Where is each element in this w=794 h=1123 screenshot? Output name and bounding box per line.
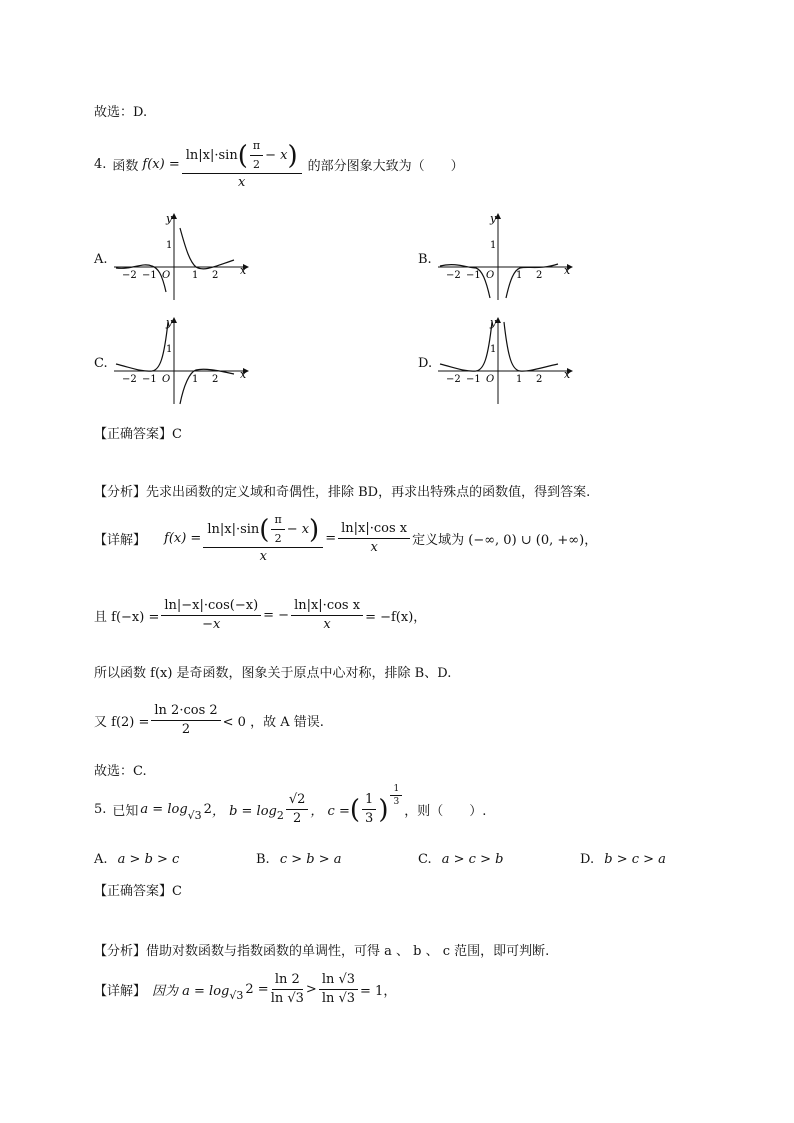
detail2-den2: x (323, 617, 331, 632)
q5-c-num: 1 (362, 792, 376, 810)
detail2-prefix: 且 f(−x) = (94, 610, 160, 625)
detail2-end: = −f(x)， (365, 610, 427, 625)
q4-den: x (238, 175, 246, 190)
q4-option-c-letter: C. (94, 356, 108, 371)
tick-m2: −2 (122, 270, 137, 281)
detail4-prefix: 又 f(2) = (94, 715, 150, 730)
q5-option-a-text: a > b > c (117, 852, 180, 867)
origin: O (162, 270, 171, 281)
detail1-lhs: f(x) = (164, 531, 202, 546)
detail4-den: 2 (181, 722, 191, 737)
q4-graph-c (112, 314, 252, 406)
tick-m1: −1 (142, 270, 157, 281)
q5-option-d-letter: D. (580, 852, 595, 867)
q5-c-den: 3 (365, 811, 374, 826)
q4-analysis: 【分析】先求出函数的定义域和奇偶性，排除 BD，再求出特殊点的函数值，得到答案. (94, 485, 591, 500)
q5-detail-text1: 因为 a = log (152, 984, 230, 999)
tick-p2: 2 (536, 270, 543, 281)
detail1-den: x (259, 549, 267, 564)
q5-option-a (94, 852, 179, 867)
two: 2 (252, 158, 260, 171)
q5-analysis: 【分析】借助对数函数与指数函数的单调性，可得 a 、 b 、 c 范围，即可判断. (94, 944, 550, 959)
q4-fx: f(x) = (142, 157, 180, 172)
detail2-den1: −x (202, 617, 221, 632)
q5-a-arg: 2 (203, 802, 212, 817)
detail1-frac1: ln|x|·sin ( $\frac{\pi}{2}$ − x ) x (203, 512, 323, 565)
curve-right (180, 369, 234, 404)
q4-option-a-letter: A. (94, 252, 108, 267)
detail2-frac1 (161, 598, 261, 633)
q5-c-def: ， c = (310, 804, 350, 819)
q5-detail-base: √3 (229, 989, 244, 1002)
q5-answer: 【正确答案】C (94, 884, 182, 899)
y-label: y (166, 212, 173, 225)
tick-1: 1 (490, 344, 497, 355)
q4-option-b-letter: B. (418, 252, 432, 267)
q5-number: 5. (94, 802, 107, 817)
minus-x: − x (286, 521, 310, 537)
detail2-frac2 (291, 598, 363, 633)
y-label: y (490, 316, 497, 329)
y-label: y (490, 212, 497, 225)
q5-detail-num2: ln √3 (319, 972, 358, 990)
two: 2 (274, 532, 282, 545)
tick-p1: 1 (192, 374, 199, 385)
q5-detail-text2: 2 = (245, 982, 269, 997)
q4-answer: 【正确答案】C (94, 427, 182, 442)
detail1-frac2 (338, 521, 410, 556)
detail1-mid-den: x (370, 540, 378, 555)
curve-left (116, 322, 168, 371)
minus-x: − x (265, 147, 288, 163)
q5-detail-num1: ln 2 (272, 972, 303, 990)
detail2-num2: ln|x|·cos x (291, 598, 363, 616)
detail4-frac (151, 703, 220, 738)
q5-c-exp-num: 1 (390, 784, 402, 796)
q4-option-d-letter: D. (418, 356, 433, 371)
detail1-mid-num: ln|x|·cos x (338, 521, 410, 539)
q5-c-frac (362, 792, 376, 827)
y-label: y (166, 316, 173, 329)
detail4-num: ln 2·cos 2 (151, 703, 220, 721)
detail-label: 【详解】 (94, 533, 147, 548)
tick-m1: −1 (466, 270, 481, 281)
origin: O (486, 270, 495, 281)
q5-detail-frac1 (271, 972, 304, 1007)
q4-graph-d (436, 314, 576, 406)
tick-1: 1 (166, 344, 173, 355)
curve-right (506, 264, 558, 298)
q4-graph-a (112, 210, 252, 302)
q4-detail-line3: 所以函数 f(x) 是奇函数，图象关于原点中心对称，排除 B、D. (94, 666, 452, 681)
q5-c-exp-den: 3 (393, 797, 400, 807)
q5-detail-den2: ln √3 (321, 991, 356, 1006)
q3-conclusion: 故选：D. (94, 105, 148, 120)
tick-1: 1 (490, 240, 497, 251)
q5-detail (94, 972, 396, 1007)
q5-a-base: √3 (187, 809, 202, 822)
tick-1: 1 (166, 240, 173, 251)
origin: O (162, 374, 171, 385)
pi: π (250, 138, 263, 156)
tick-m2: −2 (122, 374, 137, 385)
q5-option-b-letter: B. (256, 852, 270, 867)
tick-m2: −2 (446, 374, 461, 385)
q5-detail-gt: > (305, 982, 317, 997)
origin: O (486, 374, 495, 385)
tick-p1: 1 (516, 270, 523, 281)
q5-b-def: ， b = log (211, 804, 277, 819)
q5-detail-den1: ln √3 (270, 991, 304, 1006)
q5-detail-label: 【详解】 (94, 984, 147, 999)
detail1-domain: 定义域为 (−∞, 0) ∪ (0, +∞)， (412, 533, 598, 548)
q5-option-c-letter: C. (418, 852, 432, 867)
detail4-suffix: < 0 ，故 A 错误. (222, 715, 324, 730)
q5-stem-suffix: ，则（ ）. (404, 804, 487, 819)
q4-graph-b (436, 210, 576, 302)
q4-fraction: ln|x|·sin ( $\frac{\pi}{2}$ − x ) x (182, 138, 302, 191)
q4-stem (94, 138, 464, 191)
q4-detail-line2 (94, 598, 426, 633)
tick-p2: 2 (212, 374, 219, 385)
q4-number: 4. (94, 157, 107, 172)
q5-option-a-letter: A. (94, 852, 108, 867)
q5-a-def: a = log (140, 802, 188, 817)
tick-m1: −1 (142, 374, 157, 385)
q5-stem-prefix: 已知 (112, 804, 139, 819)
q5-option-c (418, 852, 503, 867)
q5-b-den: 2 (293, 811, 302, 826)
tick-p1: 1 (192, 270, 199, 281)
q4-stem-prefix: 函数 (112, 159, 139, 174)
q5-option-b-text: c > b > a (279, 852, 342, 867)
tick-m2: −2 (446, 270, 461, 281)
pi: π (271, 512, 284, 530)
q5-option-b (256, 852, 342, 867)
q5-c-exp (390, 784, 402, 807)
x-label: x (240, 368, 247, 381)
q4-stem-suffix: 的部分图象大致为（ ） (307, 159, 464, 174)
detail1-num-expr: ln|x|·sin (207, 521, 260, 537)
q5-b-num: √2 (286, 792, 309, 810)
detail2-num1: ln|−x|·cos(−x) (161, 598, 261, 616)
q5-detail-frac2 (319, 972, 358, 1007)
q4-conclusion: 故选：C. (94, 764, 147, 779)
x-label: x (240, 264, 247, 277)
q4-num-expr: ln|x|·sin (185, 147, 238, 163)
x-label: x (564, 264, 571, 277)
tick-p2: 2 (212, 270, 219, 281)
q5-option-d-text: b > c > a (604, 852, 666, 867)
detail2-eq: = − (263, 608, 290, 623)
tick-p1: 1 (516, 374, 523, 385)
tick-m1: −1 (466, 374, 481, 385)
q4-detail-line4 (94, 703, 324, 738)
q5-b-base: 2 (276, 809, 284, 822)
curve-right (180, 228, 234, 269)
x-label: x (564, 368, 571, 381)
curve-left (440, 322, 492, 371)
tick-p2: 2 (536, 374, 543, 385)
q5-b-frac (286, 792, 309, 827)
q5-stem: 5. 已知 a = log √3 2 ， b = log 2 $\frac{√2}{2}$ ， c = ( $\frac{1}{3}$ ) $\frac{1}{3}$ ，则（ ）. (94, 784, 487, 826)
curve-right (504, 322, 558, 371)
q5-option-d (580, 852, 666, 867)
q4-detail-line1: 【详解】 f(x) = ln|x|·sin ( $\frac{\pi}{2}$ − x ) x = $\frac{\text{ln|x|·cos x}}{x}$ 定义域为 (−∞, 0) ∪ (0, +∞)， (94, 513, 598, 564)
q5-detail-end: = 1， (360, 984, 397, 999)
q5-option-c-text: a > c > b (441, 852, 504, 867)
